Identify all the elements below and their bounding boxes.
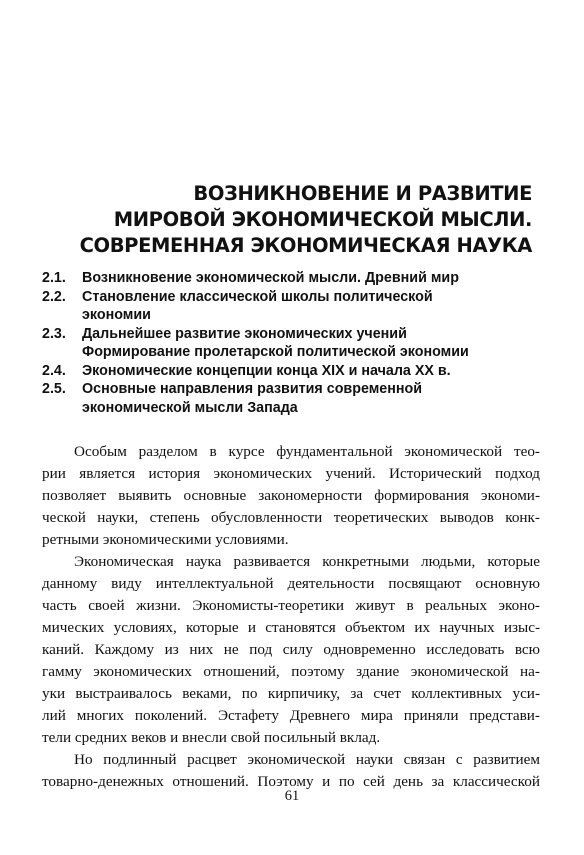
paragraph-line: лий многих поколений. Эстафету Древнего мира приняли представи- — [42, 707, 540, 724]
section-title-line: Экономические концепции конца XIX и начала XX в. — [82, 362, 451, 379]
paragraph-line: Экономическая наука развивается конкретными людьми, которые — [74, 553, 540, 570]
section-title-line: экономической мысли Запада — [82, 399, 298, 416]
paragraph-line: данному виду интеллектуальной деятельности посвящают основную — [42, 575, 540, 592]
section-number: 2.5. — [42, 381, 66, 397]
paragraph-line: уки выстраивалось веками, по кирпичику, за счет коллективных уси- — [42, 685, 540, 702]
paragraph-line: ретными экономическими условиями. — [42, 531, 289, 548]
section-item — [42, 380, 542, 417]
paragraph-line: тели средних веков и внесли свой посильный вклад. — [42, 729, 381, 746]
chapter-title — [62, 181, 532, 259]
paragraph-line: рии является история экономических учений. Исторический подход — [42, 465, 540, 482]
section-list — [42, 269, 542, 417]
section-title-line: Формирование пролетарской политической экономии — [82, 344, 469, 360]
page-number: 61 — [284, 788, 300, 804]
section-title-line: экономии — [82, 307, 151, 323]
section-title — [82, 288, 542, 325]
section-number: 2.2. — [42, 288, 66, 305]
paragraph-line: Но подлинный расцвет экономической науки связан с развитием — [74, 751, 540, 768]
chapter-title-line: МИРОВОЙ ЭКОНОМИЧЕСКОЙ МЫСЛИ. — [113, 208, 532, 231]
section-title-line: Дальнейшее развитие экономических учений — [82, 325, 407, 342]
section-item — [42, 325, 542, 362]
paragraph-line: Особым разделом в курсе фундаментальной экономической тео- — [74, 443, 540, 460]
section-title — [82, 325, 542, 362]
paragraph-line: позволяет выявить основные закономерности формирования экономи- — [42, 487, 540, 504]
section-number: 2.3. — [42, 325, 66, 342]
paragraph-line: товарно-денежных отношений. Поэтому и по сей день за классической — [42, 773, 540, 790]
body-text — [42, 441, 540, 793]
paragraph-line: гамму экономических отношений, поэтому здание экономической на- — [42, 663, 540, 680]
paragraph-line: мических условиях, которые и становятся объектом их научных изыс- — [42, 619, 540, 636]
section-item — [42, 362, 542, 381]
section-item — [42, 288, 542, 325]
paragraph-line: каний. Каждому из них не под силу одновременно исследовать всю — [42, 641, 540, 658]
section-title — [82, 269, 542, 288]
chapter-title-line: СОВРЕМЕННАЯ ЭКОНОМИЧЕСКАЯ НАУКА — [79, 234, 532, 257]
paragraph-line: ческой науки, степень обусловленности теоретических выводов конк- — [42, 509, 540, 526]
section-item — [42, 269, 542, 288]
paragraph-line: часть своей жизни. Экономисты-теоретики живут в реальных эконо- — [42, 597, 540, 614]
section-title-line: Возникновение экономической мысли. Древний мир — [82, 270, 459, 286]
section-title-line: Основные направления развития современной — [82, 381, 423, 397]
chapter-title-line: ВОЗНИКНОВЕНИЕ И РАЗВИТИЕ — [193, 182, 532, 205]
section-title — [82, 362, 542, 381]
section-number: 2.4. — [42, 362, 66, 379]
section-title — [82, 380, 542, 417]
section-number: 2.1. — [42, 270, 66, 286]
section-title-line: Становление классической школы политической — [82, 288, 433, 305]
